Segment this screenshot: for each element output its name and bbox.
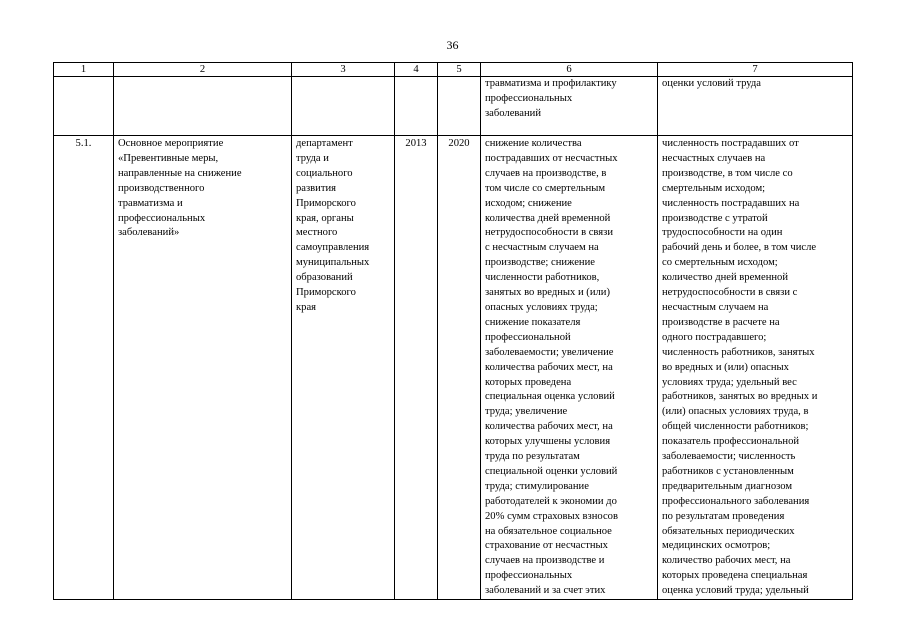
table-row-continuation	[54, 77, 853, 136]
program-table	[53, 62, 853, 600]
header-cell-7: 7	[658, 63, 853, 77]
table-row-5-1	[54, 136, 853, 600]
executor-cell	[292, 136, 395, 600]
header-cell-3: 3	[292, 63, 395, 77]
empty-cell	[395, 77, 438, 136]
expected-result-text: снижение количества пострадавших от несчастных случаев на производстве, в том числе со смертельным исходом; снижение количества дней временной нетрудоспособности в связи с несчастным случаем на производстве; снижение численности работников, занятых во вредных и (или) опасных условиях труда; снижение показателя профессиональной заболеваемости; увеличение количества рабочих мест, на которых проведена специальная оценка условий труда; увеличение количества рабочих мест, на которых улучшены условия труда по результатам специальной оценки условий труда; стимулирование работодателей к экономии до 20% сумм страховых взносов на обязательное социальное страхование от несчастных случаев на производстве и профессиональных заболеваний и за счет этих	[485, 138, 618, 597]
row-number: 5.1.	[75, 138, 92, 149]
start-year: 2013	[405, 138, 427, 149]
header-cell-6: 6	[481, 63, 658, 77]
header-cell-2: 2	[114, 63, 292, 77]
continuation-indicators-text: оценки условий труда	[662, 78, 762, 89]
indicators-cell	[658, 136, 853, 600]
continuation-result-text: травматизма и профилактику профессиональных заболеваний	[485, 78, 617, 119]
header-cell-5: 5	[438, 63, 481, 77]
empty-cell	[114, 77, 292, 136]
page-number: 36	[446, 38, 459, 52]
end-year-cell	[438, 136, 481, 600]
header-cell-1: 1	[54, 63, 114, 77]
empty-cell	[54, 77, 114, 136]
continuation-result-cell	[481, 77, 658, 136]
start-year-cell	[395, 136, 438, 600]
executor-text: департамент труда и социального развития Приморского края, органы местного самоуправления муниципальных образований Приморского края	[296, 138, 370, 313]
empty-cell	[292, 77, 395, 136]
activity-name-cell	[114, 136, 292, 600]
header-cell-4: 4	[395, 63, 438, 77]
activity-name: Основное мероприятие «Превентивные меры, направленные на снижение производственного травматизма и профессиональных заболеваний»	[118, 138, 242, 239]
empty-cell	[438, 77, 481, 136]
continuation-indicators-cell	[658, 77, 853, 136]
end-year: 2020	[448, 138, 470, 149]
table-header-row	[54, 63, 853, 77]
indicators-text: численность пострадавших от несчастных случаев на производстве, в том числе со смертельным исходом; численность пострадавших на производстве с утратой трудоспособности на один рабочий день и более, в том числе со смертельным исходом; количество дней временной нетрудоспособности в связи с несчастным случаем на производстве в расчете на одного пострадавшего; численность работников, занятых во вредных и (или) опасных условиях труда; удельный вес работников, занятых во вредных и (или) опасных условиях труда, в общей численности работников; показатель профессиональной заболеваемости; численность работников с установленным предварительным диагнозом профессионального заболевания по результатам проведения обязательных периодических медицинских осмотров; количество рабочих мест, на которых проведена специальная оценка условий труда; удельный	[662, 138, 818, 597]
row-number-cell	[54, 136, 114, 600]
expected-result-cell	[481, 136, 658, 600]
